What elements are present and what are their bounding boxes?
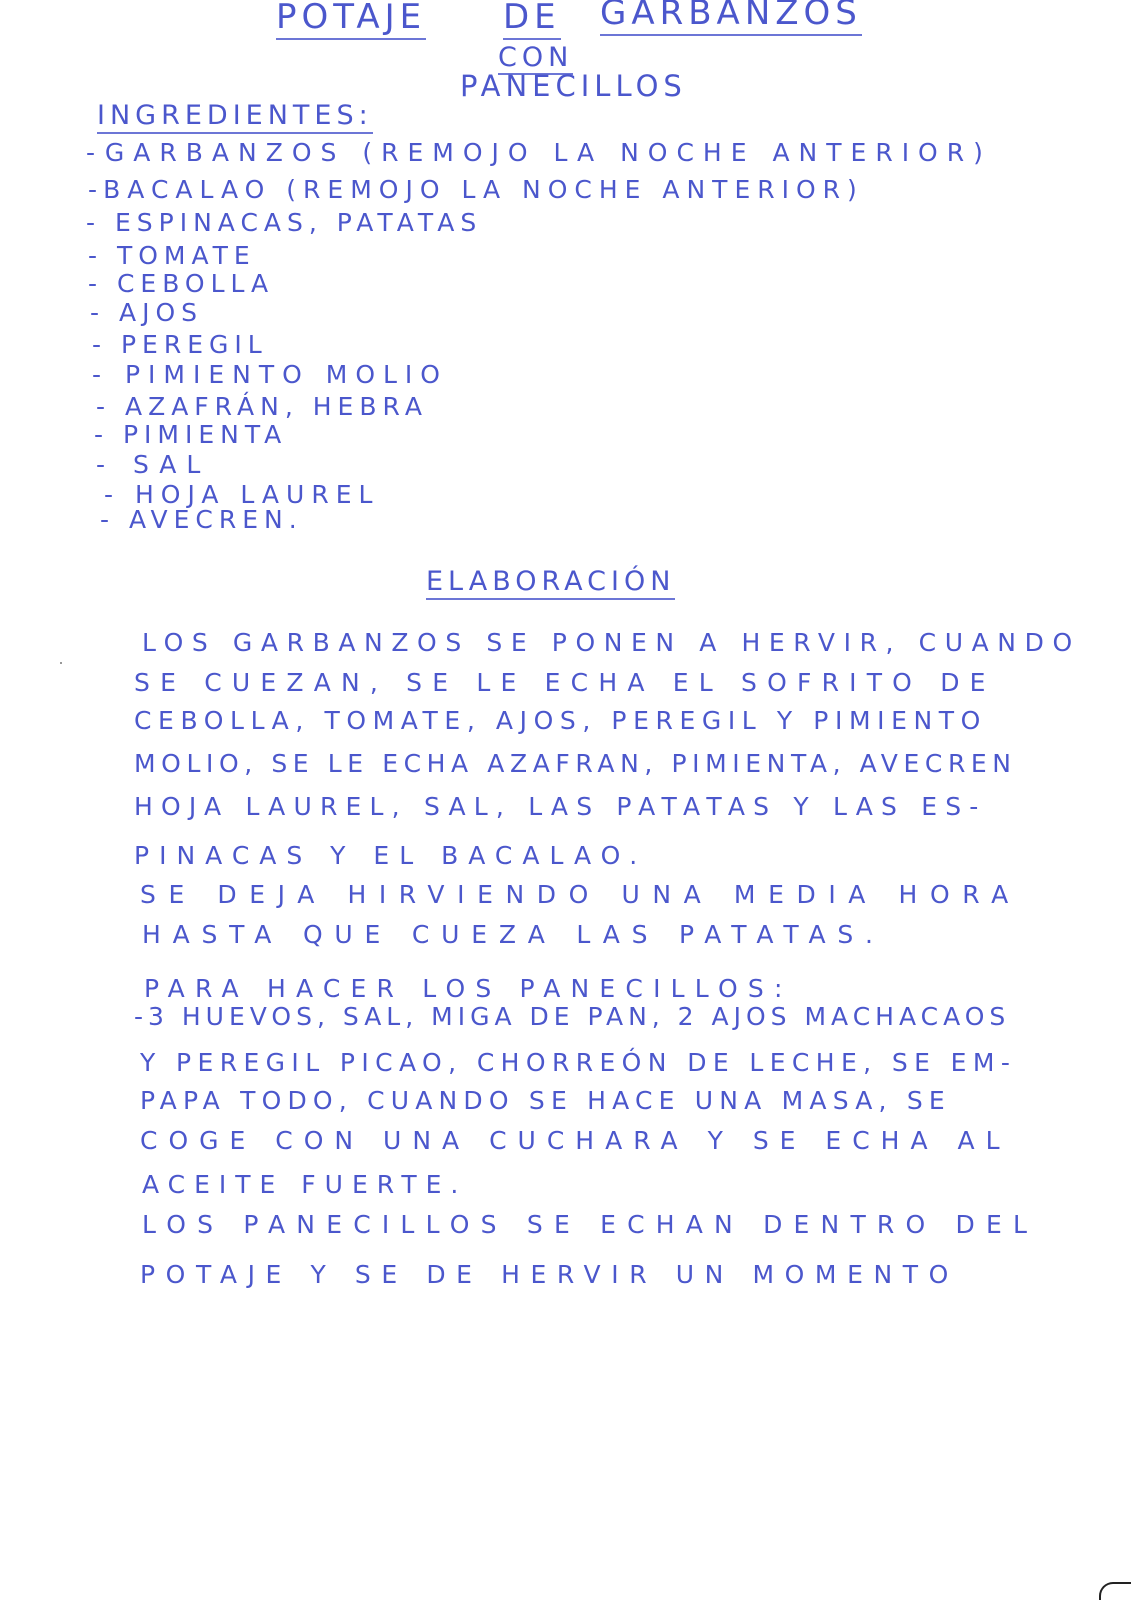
ingredient-item: -GARBANZOS (REMOJO LA NOCHE ANTERIOR) [86, 138, 992, 167]
elaboracion-line: -3 HUEVOS, SAL, MIGA DE PAN, 2 AJOS MACHACAOS [134, 1002, 1011, 1031]
elaboracion-heading: ELABORACIÓN [426, 568, 675, 600]
title-word-con: CON [498, 42, 574, 73]
elaboracion-line: LOS GARBANZOS SE PONEN A HERVIR, CUANDO [142, 628, 1081, 657]
elaboracion-line: HOJA LAUREL, SAL, LAS PATATAS Y LAS ES- [134, 792, 987, 821]
ingredients-heading: INGREDIENTES: [97, 102, 373, 134]
ingredient-item: - HOJA LAUREL [104, 480, 380, 509]
elaboracion-line: LOS PANECILLOS SE ECHAN DENTRO DEL [142, 1210, 1039, 1239]
elaboracion-line: Y PEREGIL PICAO, CHORREÓN DE LECHE, SE EM- [140, 1048, 1017, 1077]
elaboracion-line: PAPA TODO, CUANDO SE HACE UNA MASA, SE [140, 1086, 951, 1115]
ingredient-item: - SAL [96, 450, 211, 479]
recipe-title [0, 0, 1131, 110]
elaboracion-line: PARA HACER LOS PANECILLOS: [144, 974, 793, 1003]
title-word-garbanzos: GARBANZOS [600, 0, 862, 36]
elaboracion-line: COGE CON UNA CUCHARA Y SE ECHA AL [140, 1126, 1011, 1155]
ingredient-item: - AVECREN. [100, 505, 303, 534]
title-word-panecillos: PANECILLOS [460, 69, 687, 103]
scan-speck [60, 662, 62, 664]
ingredient-item: -BACALAO (REMOJO LA NOCHE ANTERIOR) [88, 175, 864, 204]
ingredient-item: - PIMIENTA [94, 420, 288, 449]
ingredient-item: - AJOS [90, 298, 203, 327]
ingredient-item: - ESPINACAS, PATATAS [86, 208, 483, 237]
title-word-potaje: POTAJE [276, 0, 426, 40]
elaboracion-line: SE DEJA HIRVIENDO UNA MEDIA HORA [140, 880, 1021, 909]
elaboracion-line: CEBOLLA, TOMATE, AJOS, PEREGIL Y PIMIENTO [134, 706, 987, 735]
ingredient-item: - AZAFRÁN, HEBRA [96, 392, 428, 421]
elaboracion-line: ACEITE FUERTE. [142, 1170, 468, 1199]
elaboracion-line: HASTA QUE CUEZA LAS PATATAS. [142, 920, 885, 949]
page-corner-mark [1099, 1582, 1131, 1600]
ingredient-item: - PIMIENTO MOLIO [92, 360, 448, 389]
ingredient-item: - CEBOLLA [88, 269, 275, 298]
elaboracion-line: SE CUEZAN, SE LE ECHA EL SOFRITO DE [134, 668, 996, 697]
elaboracion-line: MOLIO, SE LE ECHA AZAFRAN, PIMIENTA, AVECREN [134, 749, 1017, 778]
ingredient-item: - PEREGIL [92, 330, 268, 359]
title-word-de: DE [503, 0, 561, 40]
ingredient-item: - TOMATE [88, 241, 256, 270]
elaboracion-line: POTAJE Y SE DE HERVIR UN MOMENTO [140, 1260, 959, 1289]
elaboracion-line: PINACAS Y EL BACALAO. [134, 841, 648, 870]
